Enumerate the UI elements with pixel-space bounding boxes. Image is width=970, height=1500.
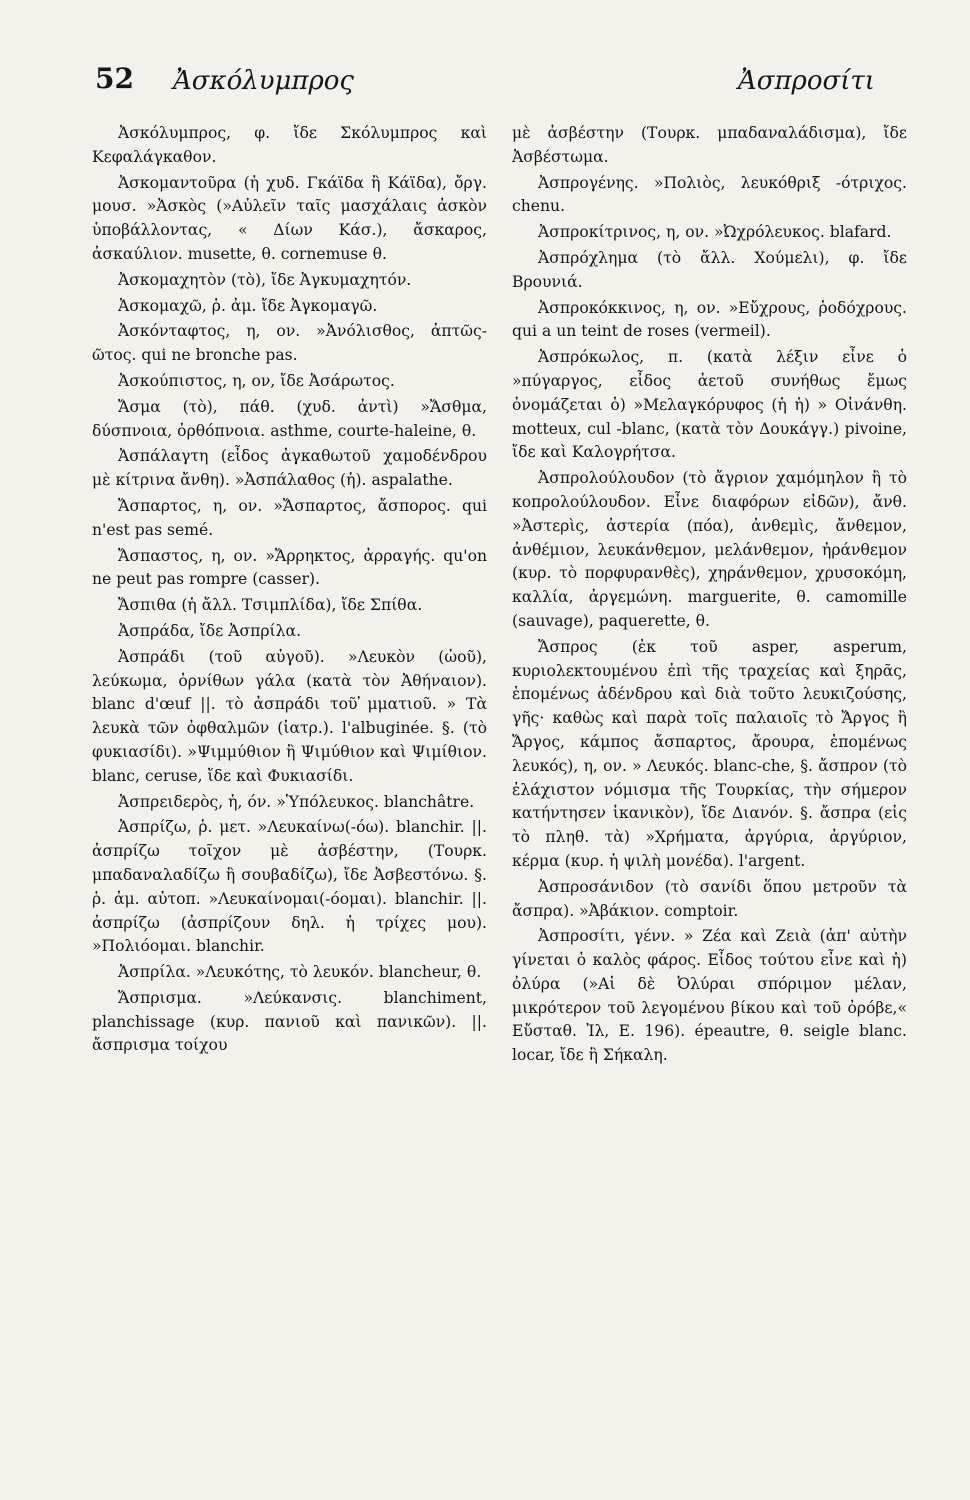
dictionary-entry: Ἄσπαστος, η, ον. »Ἄρρηκτος, ἀρραγής. qu'on ne peut pas rompre (casser).: [92, 546, 487, 589]
dictionary-entry: Ἀσπρίλα. »Λευκότης, τὸ λευκόν. blancheur, θ.: [118, 963, 482, 982]
guide-word-right: Ἀσπροσίτι: [737, 66, 875, 96]
dictionary-entry: Ἄσπρισμα. »Λεύκανσις. blanchiment, planchissage (κυρ. πανιοῦ καὶ πανικῶν). ||. ἄσπρισμα τοίχου: [92, 988, 487, 1055]
dictionary-entry: Ἀσκούπιστος, η, ον, ἴδε Ἀσάρωτος.: [118, 371, 395, 390]
dictionary-entry: Ἀσκόνταφτος, η, ον. »Ἀνόλισθος, ἀπτῶς-ῶτος. qui ne bronche pas.: [92, 322, 487, 365]
dictionary-entry: Ἀσπρίζω, ῥ. μετ. »Λευκαίνω(-όω). blanchir. ||. ἀσπρίζω τοῖχον μὲ ἀσβέστην, (Τουρκ. μπαδαναλαδίζω ἢ σουβαδίζω), ἴδε Ἀσβεστόνω. §. ῥ. ἀμ. αὐτοπ. »Λευκαίνομαι(-όομαι). blanchir. ||. ἀσπρίζω (ἀσπρίζουν δηλ. ἡ τρίχες μου). »Πολιόομαι. blanchir.: [92, 818, 487, 956]
dictionary-entry: Ἀσπροσίτι, γένν. » Ζέα καὶ Ζειὰ (ἀπ' αὐτὴν γίνεται ὁ καλὸς φάρος. Εἶδος τούτου εἶνε καὶ ἡ) ὀλύρα (»Αἱ δὲ Ὀλύραι σπόριμον μέλαν, μικρότερον τοῦ λεγομένου βίκου καὶ τοῦ ὀρόβε,« Εὔσταθ. Ἰλ, Ε. 196). épeautre, θ. seigle blanc. locar, ἴδε ἢ Σήκαλη.: [512, 927, 907, 1065]
dictionary-entry: Ἀσπροκίτρινος, η, ον. »Ὠχρόλευκος. blafard.: [538, 223, 892, 242]
right-column: [512, 122, 907, 1070]
dictionary-entry: Ἀσπροσάνιδον (τὸ σανίδι ὅπου μετροῦν τὰ ἄσπρα). »Ἀβάκιον. comptoir.: [512, 877, 907, 920]
dictionary-entry: Ἀσκομαχητὸν (τὸ), ἴδε Ἀγκυμαχητόν.: [118, 270, 412, 289]
dictionary-entry: Ἄσπρος (ἐκ τοῦ asper, asperum, κυριολεκτουμένου ἐπὶ τῆς τραχείας καὶ ξηρᾶς, ἑπομένως ἀδένδρου καὶ διὰ τοῦτο λευκιζούσης, γῆς· καθὼς καὶ παρὰ τοῖς παλαιοῖς τὸ Ἄργος ἢ Ἄργος, κάμπος ἄσπαρτος, ἄρουρα, ἑπομένως λευκός), η, ον. » Λευκός. blanc-che, §. ἄσπρον (τὸ ἐλάχιστον νόμισμα τῆς Τουρκίας, τὴν σήμερον κατήντησεν ἱκανικὸν), ἴδε Διανόν. §. ἄσπρα (εἰς τὸ πληθ. τὰ) »Χρήματα, ἀργύρια, ἀργύριον, κέρμα (κυρ. ἡ ψιλὴ μονέδα). l'argent.: [512, 637, 907, 870]
dictionary-entry: Ἀσπρολούλουδον (τὸ ἄγριον χαμόμηλον ἢ τὸ κοπρολούλουδον. Εἶνε διαφόρων εἰδῶν), ἄνθ. »Ἀστερὶς, ἀστερία (πόα), ἀνθεμὶς, ἄνθεμον, ἀνθέμιον, λευκάνθεμον, μελάνθεμον, ἠράνθεμον (κυρ. τὸ πορφυρανθὲς), χηράνθεμον, χρυσοκόμη, καλλία, ἀργεμώνη. marguerite, θ. camomille (sauvage), paquerette, θ.: [512, 469, 907, 630]
dictionary-entry: Ἀσπρόχλημα (τὸ ἄλλ. Χούμελι), φ. ἴδε Βρουνιά.: [512, 248, 907, 291]
dictionary-entry: Ἀσπράδα, ἴδε Ἀσπρίλα.: [118, 621, 302, 640]
dictionary-entry: Ἄσπιθα (ἡ ἄλλ. Τσιμπλίδα), ἴδε Σπίθα.: [118, 596, 423, 615]
dictionary-entry-continued: μὲ ἀσβέστην (Τουρκ. μπαδαναλάδισμα), ἴδε Ἀσβέστωμα.: [512, 124, 907, 166]
dictionary-entry: Ἀσπρειδερὸς, ἡ, όν. »Ὑπόλευκος. blanchâtre.: [118, 792, 475, 811]
dictionary-entry: Ἀσπράδι (τοῦ αὐγοῦ). »Λευκὸν (ὠοῦ), λεύκωμα, ὀρνίθων γάλα (κατὰ τὸν Ἀθήναιον). blanc d'œuf ||. τὸ ἀσπράδι τοῦ ̓μματιοῦ. » Τὰ λευκὰ τῶν ὀφθαλμῶν (ἰατρ.). l'albuginée. §. (τὸ φυκιασίδι). »Ψιμμύθιον ἢ Ψιμύθιον καὶ Ψιμίθιον. blanc, ceruse, ἴδε καὶ Φυκιασίδι.: [92, 647, 487, 785]
dictionary-entry: Ἄσμα (τὸ), πάθ. (χυδ. ἀντὶ) »Ἄσθμα, δύσπνοια, ὀρθόπνοια. asthme, courte-haleine, θ.: [92, 397, 487, 440]
page-number: 52: [95, 62, 134, 95]
dictionary-entry: Ἀσπρογένης. »Πολιὸς, λευκόθριξ -ότριχος. chenu.: [512, 173, 907, 216]
dictionary-entry: Ἀσπροκόκκινος, η, ον. »Εὔχρους, ῥοδόχρους. qui a un teint de roses (vermeil).: [512, 298, 907, 341]
page-header: [95, 62, 875, 112]
left-column: [92, 122, 487, 1060]
dictionary-entry: Ἄσπαρτος, η, ον. »Ἄσπαρτος, ἄσπορος. qui n'est pas semé.: [92, 496, 487, 539]
dictionary-entry: Ἀσπρόκωλος, π. (κατὰ λέξιν εἶνε ὁ »πύγαργος, εἶδος ἀετοῦ συνήθως ἔμως ὀνομάζεται ὁ) »Μελαγκόρυφος (ἡ ἡ) » Οἰνάνθη. motteux, cul -blanc, (κατὰ τὸν Δουκάγγ.) pivoine, ἴδε καὶ Καλογρήτσα.: [512, 348, 907, 462]
guide-word-left: Ἀσκόλυμπρος: [173, 66, 354, 96]
dictionary-entry: Ἀσκόλυμπρος, φ. ἴδε Σκόλυμπρος καὶ Κεφαλάγκαθον.: [92, 124, 487, 166]
dictionary-entry: Ἀσκομαντοῦρα (ἡ χυδ. Γκάϊδα ἢ Κάϊδα), ὄργ. μουσ. »Ἀσκὸς (»Αὐλεῖν ταῖς μασχάλαις ἀσκὸν ὑποβάλλοντας, « Δίων Κάσ.), ἄσκαρος, ἀσκαύλιον. musette, θ. cornemuse θ.: [92, 173, 487, 263]
dictionary-entry: Ἀσπάλαγτη (εἶδος ἀγκαθωτοῦ χαμοδένδρου μὲ κίτρινα ἄνθη). »Ἀσπάλαθος (ἡ). aspalathe.: [92, 447, 487, 490]
dictionary-entry: Ἀσκομαχῶ, ῥ. ἀμ. ἴδε Ἀγκομαγῶ.: [118, 296, 378, 315]
